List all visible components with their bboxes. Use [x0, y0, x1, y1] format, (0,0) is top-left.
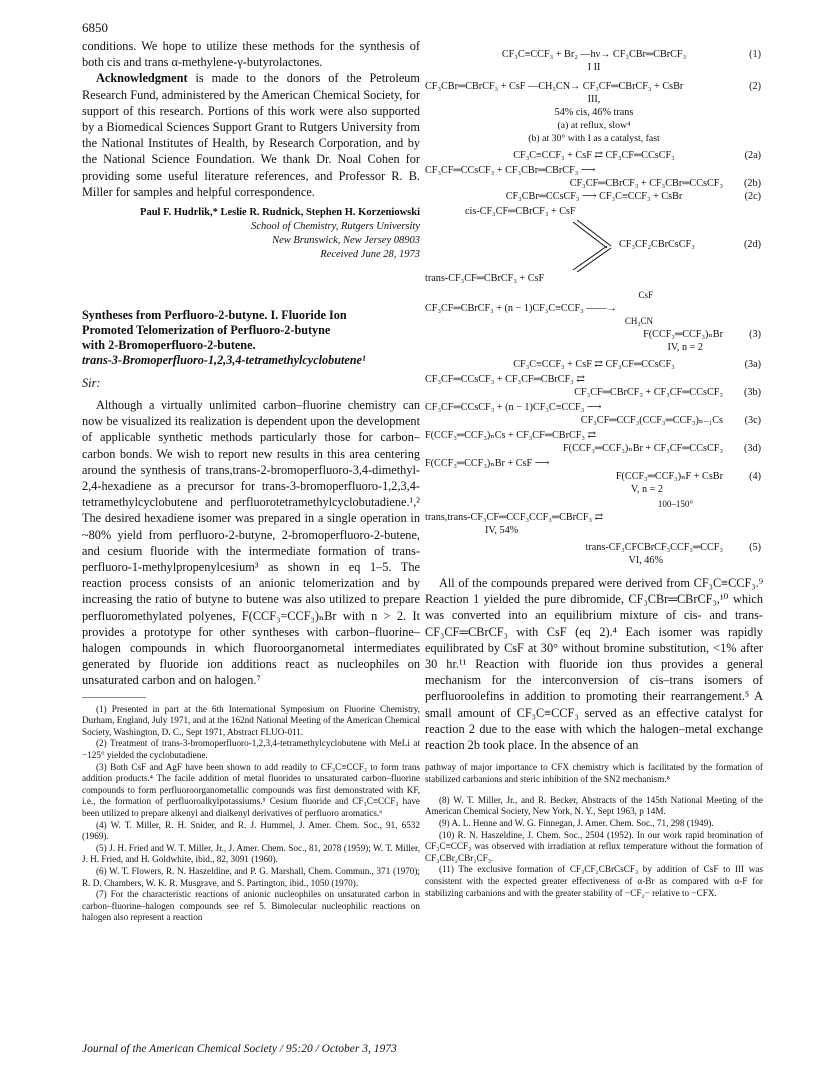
footnote: (9) A. L. Henne and W. G. Finnegan, J. Amer. Chem. Soc., 71, 298 (1949). [439, 817, 714, 828]
equation-2c-text: CF₃CBr═CCsCF₃ ⟶ CF₃C≡CCF₃ + CsBr [505, 191, 683, 202]
equation-4 [425, 470, 763, 483]
equation-2c [425, 190, 763, 203]
equation-5-product-label: VI, 46% [628, 555, 663, 566]
equation-3-solvent: CH₃CN [624, 316, 653, 326]
footnote-separator [82, 697, 146, 698]
equation-3d-text: F(CCF₃═CCF₃)ₙBr + CF₃CF═CCsCF₃ [563, 443, 723, 454]
note-b: (b) at 30° with I as a catalyst, fast [528, 133, 660, 144]
acknowledgment-heading: Acknowledgment [96, 71, 188, 86]
equation-1-labels: I II [587, 62, 601, 73]
left-column [82, 38, 420, 924]
footnotes-left [82, 704, 420, 924]
equation-number: (1) [749, 49, 761, 60]
equation-3-condition: CsF [638, 290, 653, 300]
equation-5-condition: 100–150° [657, 499, 693, 509]
equation-number: (3) [749, 329, 761, 340]
equation-2a [425, 149, 763, 162]
footnote: (11) The exclusive formation of CF₃CF₂CBrCsCF₃ by addition of CsF to III was consistent with the expected greater effectiveness of α-Br as compared with α-F for stabilizing carbanions and with the greater stability of −CF₂− relative to −CFX. [425, 864, 763, 898]
equation-number: (3c) [744, 415, 761, 426]
salutation: Sir: [82, 376, 101, 391]
note-a: (a) at reflux, slow⁴ [557, 120, 631, 131]
acknowledgment-body: is made to the donors of the Petroleum Research Fund, administered by the American Chemical Society, for support of this research. Portions of this work were also supported by a Biomedical Sciences Support Grant to Rutgers University from the National Institutes of Health, by Research Corporation, and by the National Science Foundation. We thank Dr. Noal Cohen for providing some useful literature references, and Professor R. B. Miller for samples and helpful correspondence. [82, 71, 420, 199]
equation-3b [425, 386, 763, 399]
equation-5 [425, 541, 763, 554]
journal-footer: Journal of the American Chemical Society / 95:20 / October 3, 1973 [82, 1043, 397, 1055]
equation-2d-line-3: trans-CF₃CF═CBrCF₃ + CsF [425, 273, 545, 284]
equation-5-line-1: trans,trans-CF₃CF═CCF₃CCF₃═CBrCF₃ ⇄ [425, 512, 604, 523]
equation-3b-line-1: CF₃CF═CCsCF₃ + CF₃CF═CBrCF₃ ⇄ [425, 374, 585, 385]
equation-3d [425, 442, 763, 455]
equation-number: (2) [749, 81, 761, 92]
equation-number: (2b) [744, 178, 761, 189]
received-date: Received June 28, 1973 [320, 249, 420, 261]
affiliation-line-1: School of Chemistry, Rutgers University [251, 221, 420, 233]
equation-4-product-label: V, n = 2 [630, 484, 663, 495]
equation-2b-text: CF₃CF═CBrCF₃ + CF₃CBr═CCsCF₃ [569, 178, 723, 189]
footnote: (1) Presented in part at the 6th International Symposium on Fluorine Chemistry, Durham, England, July 1971, and at the 162nd National Meeting of the American Chemical Society, Washington, D. C., Sept 1971, Abstract FLUO-011. [82, 703, 420, 737]
equation-2-product-label: III, [587, 94, 601, 105]
footnote: pathway of major importance to CFX chemistry which is facilitated by the formation of stabilized carbanions and steric inhibition of the SN2 mechanism.⁸ [425, 762, 763, 785]
equation-2 [425, 80, 763, 93]
authors: Paul F. Hudrlik,* Leslie R. Rudnick, Stephen H. Korzeniowski [140, 207, 420, 219]
equation-2a-text: CF₃C≡CCF₃ + CsF ⇄ CF₃CF═CCsCF₃ [513, 150, 675, 161]
equation-2b-line-1: CF₃CF═CCsCF₃ + CF₃CBr═CBrCF₃ ⟶ [425, 165, 596, 176]
title-line-4: trans-3-Bromoperfluoro-1,2,3,4-tetramethylcyclobutene¹ [82, 353, 366, 368]
equation-3-text: F(CCF₃═CCF₃)ₙBr [643, 329, 723, 340]
equation-number: (2a) [744, 150, 761, 161]
equation-3a-text: CF₃C≡CCF₃ + CsF ⇄ CF₃CF═CCsCF₃ [513, 359, 675, 370]
title-line-2: Promoted Telomerization of Perfluoro-2-butyne [82, 323, 331, 338]
equation-3a [425, 358, 763, 371]
footnote: (5) J. H. Fried and W. T. Miller, Jr., J. Amer. Chem. Soc., 81, 2078 (1959); W. T. Miller, J. H. Fried, and H. Goldwhite, ibid., 82, 3091 (1960). [82, 842, 420, 865]
equation-2-ratio: 54% cis, 46% trans [554, 107, 634, 118]
intro-paragraph: conditions. We hope to utilize these methods for the synthesis of both cis and trans α-methylene-γ-butyrolactones. [82, 39, 420, 70]
page-number: 6850 [82, 20, 108, 35]
equation-1-text: CF₃C≡CCF₃ + Br₂ ―hν→ CF₃CBr═CBrCF₃ [501, 49, 687, 60]
affiliation-line-2: New Brunswick, New Jersey 08903 [272, 235, 420, 247]
equation-3c [425, 414, 763, 427]
footnotes-right [425, 762, 763, 899]
equation-5-text: trans-CF₃CFCBrCF₃CCF₃═CCF₃ [585, 542, 723, 553]
equation-number: (4) [749, 471, 761, 482]
footnote: (7) For the characteristic reactions of anionic nucleophiles on unsaturated carbon in carbon–fluorine–halogen compounds see ref 5. Bimolecular nucleophilic reactions on halogen also represent a reaction [82, 889, 420, 923]
title-line-1: Syntheses from Perfluoro-2-butyne. I. Fluoride Ion [82, 308, 347, 323]
equation-5-reactant-label: IV, 54% [485, 525, 519, 536]
equilibrium-arrows-icon [425, 218, 763, 272]
footnote: (8) W. T. Miller, Jr., and R. Becker, Abstracts of the 145th National Meeting of the American Chemical Society, New York, N. Y., Sept 1963, p 14M. [425, 794, 763, 817]
acknowledgment-paragraph [82, 70, 420, 200]
equation-3-product-label: IV, n = 2 [667, 342, 703, 353]
title-line-3: with 2-Bromoperfluoro-2-butene. [82, 338, 256, 353]
article-title [82, 308, 420, 368]
equation-number: (3a) [744, 359, 761, 370]
equation-3b-text: CF₃CF═CBrCF₃ + CF₃CF═CCsCF₃ [574, 387, 723, 398]
equation-3c-text: CF₃CF═CCF₃(CCF₃═CCF₃)ₙ₋₁Cs [580, 415, 723, 426]
equation-3c-line-1: CF₃CF═CCsCF₃ + (n − 1)CF₃C≡CCF₃ ⟶ [425, 402, 602, 413]
footnote: (2) Treatment of trans-3-bromoperfluoro-1,2,3,4-tetramethylcyclobutene with MeLi at −125° yielded the cyclobutadiene. [82, 738, 420, 761]
equation-number: (5) [749, 542, 761, 553]
equation-2b [425, 177, 763, 190]
equation-4-text: F(CCF₃═CCF₃)ₙF + CsBr [615, 471, 723, 482]
equation-2d-text: CF₃CF₂CBrCsCF₃ [619, 239, 695, 250]
equation-number: (2d) [744, 239, 761, 250]
equation-3d-line-1: F(CCF₃═CCF₃)ₙCs + CF₃CF═CBrCF₃ ⇄ [425, 430, 597, 441]
equation-3 [425, 328, 763, 341]
body-paragraph: Although a virtually unlimited carbon–fluorine chemistry can now be visualized its realization is dependent upon the development of applicable synthetic methods particularly those for carbon–carbon bonds. We wish to report new results in this area centering around the synthesis of trans,trans-2-bromoperfluoro-3,4-dimethyl-2,4-hexadiene as a precursor for trans-3-bromoperfluoro-1,2,3,4-tetramethylcyclobutene and perfluorotetramethylcyclobutadiene.¹,² The desired hexadiene isomer was prepared in a single operation in ~80% yield from perfluoro-2-butyne, 2-bromoperfluoro-2-butene, and cesium fluoride with the intermediate formation of trans-perfluoro-1-methylpropenylcesium³ as shown in eq 1–5. The reaction process consists of an anionic telomerization and by increasing the ratio of butyne to butene was also utilized to prepare perfluoromethylated polyenes, F(CCF₃=CCF₃)ₙBr with n > 2. It provides a prototype for other syntheses with carbon–fluorine–halogen compounds in which fluoroorganometal intermediates generated by fluoride ion additions react as nucleophiles on unsaturated carbon and on halogen.⁷ [82, 398, 420, 688]
equation-number: (3b) [744, 387, 761, 398]
equation-number: (3d) [744, 443, 761, 454]
equation-2d-arrows [425, 218, 763, 272]
footnote: (6) W. T. Flowers, R. N. Haszeldine, and P. G. Marshall, Chem. Commun., 371 (1970); R. D. Chambers, W. K. R. Musgrave, and S. Partington, ibid., 1050 (1970). [82, 866, 420, 888]
body-paragraph-right: All of the compounds prepared were derived from CF₃C≡CCF₃.⁹ Reaction 1 yielded the pure dibromide, CF₃CBr═CBrCF₃,¹⁰ which was converted into an equilibrium mixture of cis- and trans-CF₃CF═CBrCF₃ with CsF (eq 2).⁴ Each isomer was rapidly equilibrated by CsF at 30° without bromine substitution, <1% after 30 hr.¹¹ Reaction with fluoride ion thus provides a general mechanism for the interconversion of cis–trans isomers of perfluoroolefins in addition to promoting their rearrangement.⁵ A small amount of CF₃C≡CCF₃ served as an effective catalyst for reaction 2 due to the ease with which the halogen–metal exchange reaction 2b took place. In the absence of an [425, 576, 763, 753]
equation-1 [425, 48, 763, 61]
equation-2d-line-1: cis-CF₃CF═CBrCF₃ + CsF [465, 206, 576, 217]
equation-2-text: CF₃CBr═CBrCF₃ + CsF ―CH₃CN→ CF₃CF═CBrCF₃ + CsBr [425, 81, 684, 92]
equation-number: (2c) [744, 191, 761, 202]
footnote: (10) R. N. Haszeldine, J. Chem. Soc., 2504 (1952). In our work rapid bromination of CF₃C≡CCF₃ was observed with irradiation at reflux temperature without the formation of CF₃CBr₂CBr₂CF₃. [425, 829, 763, 863]
right-column [425, 38, 763, 899]
equation-4-line-1: F(CCF₃═CCF₃)ₙBr + CsF ⟶ [425, 458, 550, 469]
footnote: (3) Both CsF and AgF have been shown to add readily to CF₃C≡CCF₃ to form trans addition products.⁴ The facile addition of metal fluorides to unsaturated carbon–fluorine compounds to form perfluoroorganometallic compounds was first demonstrated with KF, i.e., the formation of perfluoroalkylpotassiums.⁵ Cesium fluoride and CF₃C≡CCF₃ have been utilized to prepare alkenyl and dialkenyl derivatives of perfluoro aromatics.⁶ [82, 761, 420, 819]
equation-3-line-1: CF₃CF═CBrCF₃ + (n − 1)CF₃C≡CCF₃ ――→ [425, 303, 617, 314]
footnote: (4) W. T. Miller, R. H. Snider, and R. J. Hummel, J. Amer. Chem. Soc., 91, 6532 (1969). [82, 819, 420, 842]
